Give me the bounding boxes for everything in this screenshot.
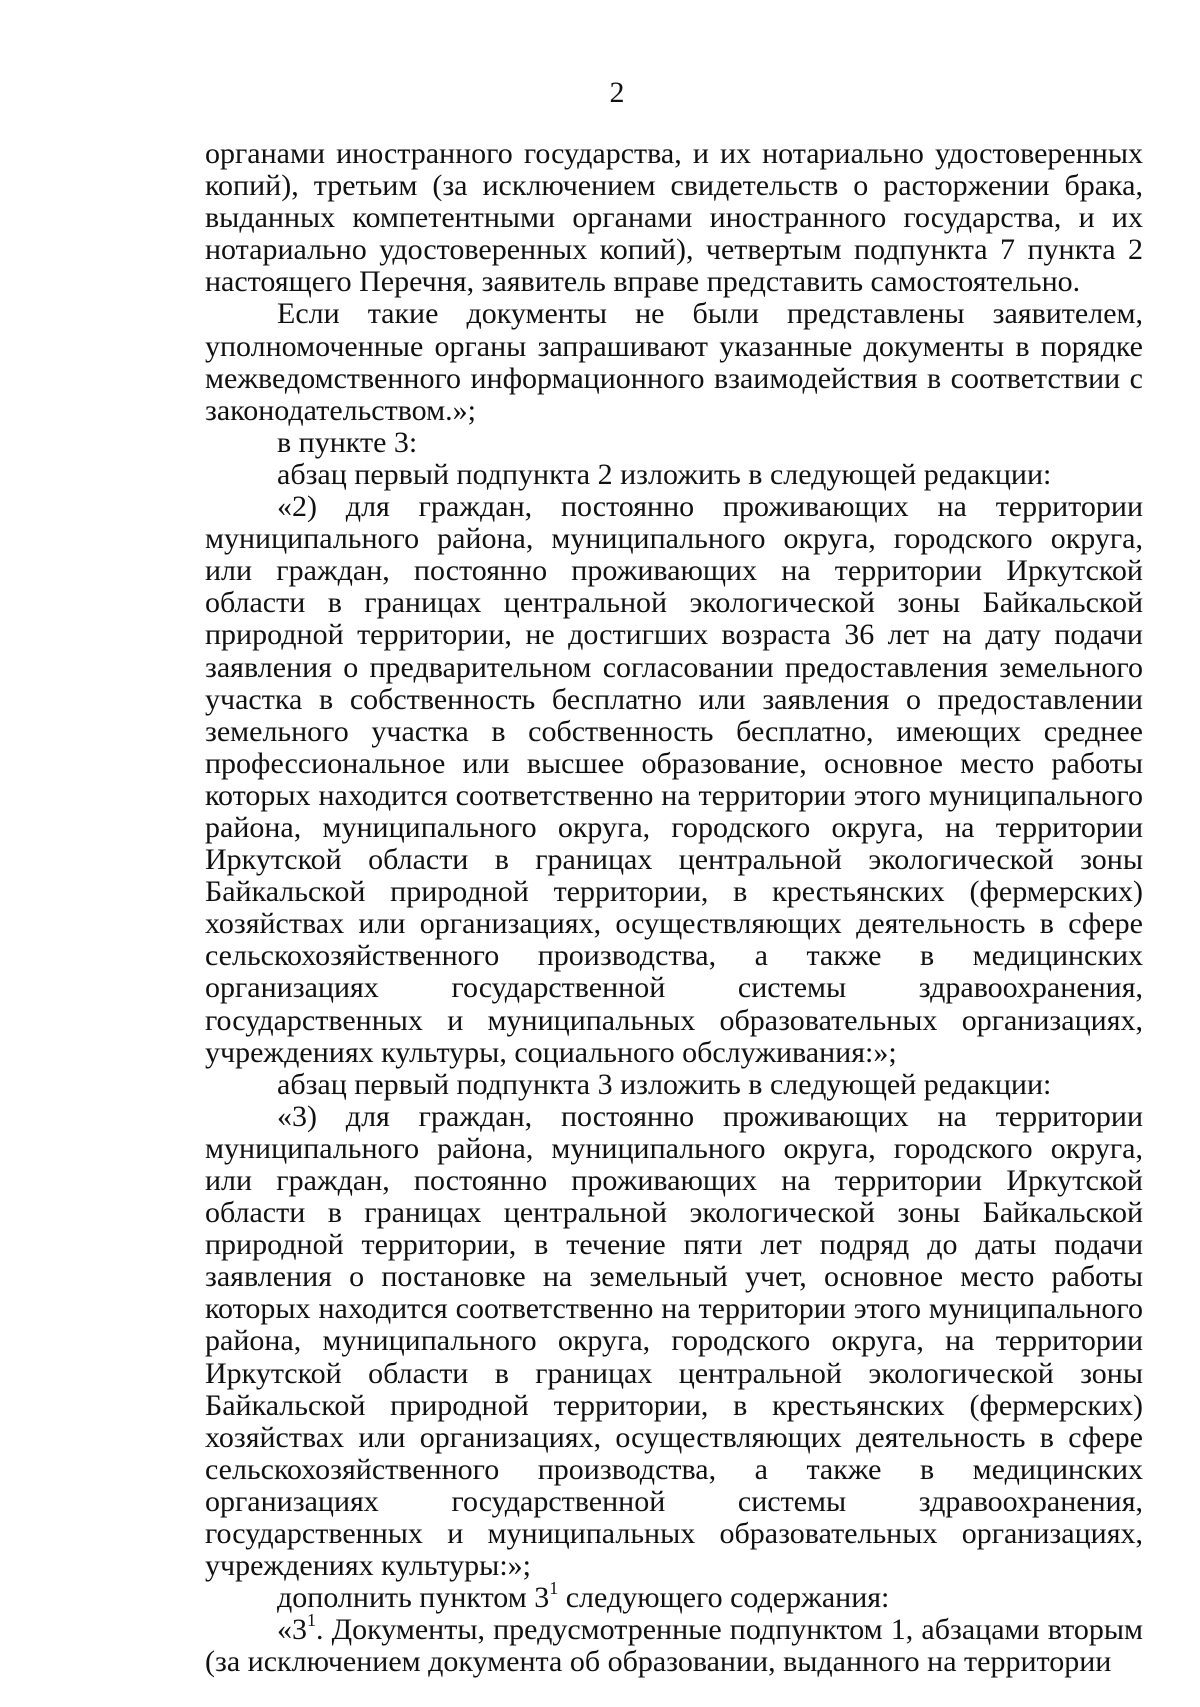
paragraph-clause-3-intro: в пункте 3: — [277, 425, 418, 459]
paragraph-clause-3-1-after: . Документы, предусмотренные подпунктом 1, абзацами вторым (за исключением документа об образовании, выданного на территории — [205, 1613, 1143, 1679]
superscript-index: 1 — [549, 1578, 559, 1599]
paragraph-clause-3-1-before: «3 — [277, 1613, 307, 1647]
paragraph-subclause-2-instruction: абзац первый подпункта 2 изложить в следующей редакции: — [277, 457, 1052, 491]
paragraph-clause-3-1-text — [205, 1610, 1143, 1679]
page-number: 2 — [609, 76, 625, 109]
paragraph-interagency-request: Если такие документы не были представлены заявителем, уполномоченные органы запрашивают указанные документы в порядке межведомственного информационного взаимодействия в соответствии с законодательством.»; — [205, 297, 1143, 427]
paragraph-add-clause-3-1-before: дополнить пунктом 3 — [277, 1581, 550, 1615]
paragraph-foreign-documents: органами иностранного государства, и их нотариально удостоверенных копий), третьим (за исключением свидетельств о расторжении брака, выданных компетентными органами иностранного государства, и их нотариально удостоверенных копий), четвертым подпункта 7 пункта 2 настоящего Перечня, заявитель вправе представить самостоятельно. — [205, 137, 1143, 299]
paragraph-subclause-3-text: «3) для граждан, постоянно проживающих на территории муниципального района, муниципального округа, городского округа, или граждан, постоянно проживающих на территории Иркутской области в границах центральной экологической зоны Байкальской природной территории, в течение пяти лет подряд до даты подачи заявления о постановке на земельный учет, основное место работы которых находится соответственно на территории этого муниципального района, муниципального округа, городского округа, на территории Иркутской области в границах центральной экологической зоны Байкальской природной территории, в крестьянских (фермерских) хозяйствах или организациях, осуществляющих деятельность в сфере сельскохозяйственного производства, а также в медицинских организациях государственной системы здравоохранения, государственных и муниципальных образовательных организациях, учреждениях культуры:»; — [205, 1099, 1143, 1583]
document-body — [205, 138, 1143, 1679]
superscript-index: 1 — [307, 1610, 316, 1631]
paragraph-add-clause-3-1 — [205, 1578, 1143, 1615]
paragraph-subclause-3-instruction: абзац первый подпункта 3 изложить в следующей редакции: — [277, 1067, 1052, 1101]
paragraph-subclause-2-text: «2) для граждан, постоянно проживающих на территории муниципального района, муниципального округа, городского округа, или граждан, постоянно проживающих на территории Иркутской области в границах центральной экологической зоны Байкальской природной территории, не достигших возраста 36 лет на дату подачи заявления о предварительном согласовании предоставления земельного участка в собственность бесплатно или заявления о предоставлении земельного участка в собственность бесплатно, имеющих среднее профессиональное или высшее образование, основное место работы которых находится соответственно на территории этого муниципального района, муниципального округа, городского округа, на территории Иркутской области в границах центральной экологической зоны Байкальской природной территории, в крестьянских (фермерских) хозяйствах или организациях, осуществляющих деятельность в сфере сельскохозяйственного производства, а также в медицинских организациях государственной системы здравоохранения, государственных и муниципальных образовательных организациях, учреждениях культуры, социального обслуживания:»; — [205, 490, 1143, 1069]
paragraph-add-clause-3-1-after: следующего содержания: — [558, 1581, 890, 1615]
